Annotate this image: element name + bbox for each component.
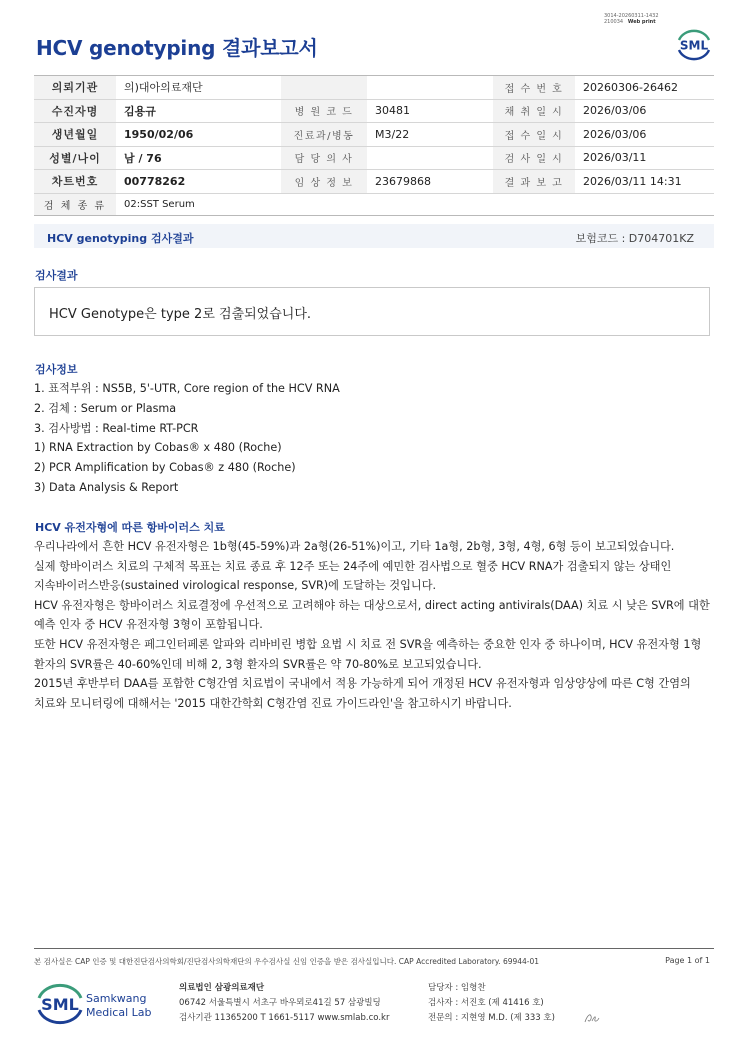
test-info-line: 1. 표적부위 : NS5B, 5'-UTR, Core region of the HCV RNA (34, 382, 340, 395)
info-value (367, 76, 493, 100)
info-label: 결 과 보 고 (493, 170, 575, 194)
result-section-title: HCV genotyping 검사결과 (47, 232, 194, 245)
footer-logo-sml: SML (41, 995, 79, 1014)
info-label: 수진자명 (34, 99, 116, 123)
info-value: 김용규 (116, 99, 281, 123)
page-number: Page 1 of 1 (665, 956, 710, 965)
info-row (34, 146, 714, 170)
info-value: 의)대아의료재단 (116, 76, 281, 100)
test-info-list (34, 379, 340, 498)
info-label: 임 상 정 보 (281, 170, 367, 194)
print-code-line2: 210034 (604, 19, 624, 25)
result-text: HCV Genotype은 type 2로 검출되었습니다. (49, 307, 312, 322)
test-info-line: 3) Data Analysis & Report (34, 480, 179, 494)
treatment-line: 지속바이러스반응(sustained virological response, SVR)에 도달하는 것입니다. (34, 579, 437, 593)
patient-info-table (34, 75, 714, 216)
test-info-heading: 검사정보 (35, 363, 78, 376)
staff-info (428, 981, 555, 1026)
info-value: 00778262 (116, 170, 281, 194)
specimen-label: 검 체 종 류 (34, 193, 116, 215)
treatment-line: 치료와 모니터링에 대해서는 '2015 대한간학회 C형간염 진료 가이드라인'을 참고하시기 바랍니다. (34, 696, 512, 710)
treatment-line: 실제 항바이러스 치료의 구체적 목표는 치료 종료 후 12주 또는 24주에 예민한 검사법으로 혈중 HCV RNA가 검출되지 않는 상태인 (34, 559, 672, 573)
print-code-line1: 3014-20260311-1432 (604, 13, 659, 19)
test-info-line: 2. 검체 : Serum or Plasma (34, 401, 177, 415)
info-value: M3/22 (367, 123, 493, 147)
staff-line: 검사자 : 서진호 (제 41416 호) (428, 998, 544, 1008)
info-label: 의뢰기관 (34, 76, 116, 100)
treatment-text (34, 537, 710, 713)
info-value: 남 / 76 (116, 146, 281, 170)
footer-logo-line1: Samkwang (86, 992, 147, 1005)
info-row (34, 170, 714, 194)
result-heading: 검사결과 (35, 269, 78, 282)
treatment-line: 환자의 SVR률은 40-60%인데 비해 2, 3형 환자의 SVR률은 약 70-80%로 보고되었습니다. (34, 657, 482, 671)
samkwang-logo-icon (36, 980, 166, 1028)
web-print-label: Web print (627, 19, 656, 25)
page-title: HCV genotyping 결과보고서 (36, 36, 318, 60)
treatment-heading: HCV 유전자형에 따른 항바이러스 치료 (35, 521, 225, 534)
info-value: 30481 (367, 99, 493, 123)
print-code (604, 13, 659, 25)
treatment-line: 2015년 후반부터 DAA를 포함한 C형간염 치료법이 국내에서 적용 가능하게 되어 개정된 HCV 유전자형과 임상양상에 따른 C형 간염의 (34, 677, 691, 691)
info-label: 차트번호 (34, 170, 116, 194)
treatment-line: HCV 유전자형은 항바이러스 치료결정에 우선적으로 고려해야 하는 대상으로서, direct acting antivirals(DAA) 치료 시 낮은 SVR에 대한 (34, 598, 710, 612)
staff-line: 담당자 : 임형찬 (428, 983, 486, 993)
info-value: 1950/02/06 (116, 123, 281, 147)
treatment-line: 또한 HCV 유전자형은 페그인터페론 알파와 리바비린 병합 요법 시 치료 전 SVR을 예측하는 중요한 인자 중 하나이며, HCV 유전자형 1형 (34, 637, 702, 651)
info-label: 생년월일 (34, 123, 116, 147)
info-row (34, 76, 714, 100)
accreditation-note: 본 검사실은 CAP 인증 및 대한진단검사의학회/진단검사의학재단의 우수검사실 신임 인증을 받은 검사실입니다. CAP Accredited Laboratory. 69944-01 (34, 957, 540, 966)
treatment-line: 우리나라에서 흔한 HCV 유전자형은 1b형(45-59%)과 2a형(26-51%)이고, 기타 1a형, 2b형, 3형, 4형, 6형 등이 보고되었습니다. (34, 540, 675, 553)
info-value: 23679868 (367, 170, 493, 194)
footer-divider (34, 948, 714, 949)
info-label: 진료과/병동 (281, 123, 367, 147)
info-value: 2026/03/06 (575, 123, 714, 147)
specimen-value: 02:SST Serum (116, 193, 714, 215)
info-row (34, 99, 714, 123)
info-label: 병 원 코 드 (281, 99, 367, 123)
result-box (34, 287, 710, 336)
info-value: 20260306-26462 (575, 76, 714, 100)
info-label: 담 당 의 사 (281, 146, 367, 170)
info-value: 2026/03/11 (575, 146, 714, 170)
insurance-code: 보험코드 : D704701KZ (575, 232, 694, 245)
info-row (34, 123, 714, 147)
specimen-row (34, 193, 714, 215)
result-section-bar (34, 224, 714, 248)
info-label: 채 취 일 시 (493, 99, 575, 123)
info-label: 성별/나이 (34, 146, 116, 170)
treatment-line: 예측 인자 중 HCV 유전자형 3형이 포함됩니다. (34, 618, 263, 632)
info-value (367, 146, 493, 170)
org-address: 06742 서울특별시 서초구 바우뫼로41길 57 삼광빌딩 (179, 998, 381, 1008)
sml-logo-text: SML (679, 38, 709, 53)
test-info-line: 1) RNA Extraction by Cobas® x 480 (Roche) (34, 441, 282, 455)
info-value: 2026/03/11 14:31 (575, 170, 714, 194)
organization-info (179, 981, 389, 1026)
info-label: 접 수 번 호 (493, 76, 575, 100)
info-label: 검 사 일 시 (493, 146, 575, 170)
test-info-line: 3. 검사방법 : Real-time RT-PCR (34, 421, 199, 435)
info-label (281, 76, 367, 100)
info-label: 접 수 일 시 (493, 123, 575, 147)
sml-logo-icon (674, 26, 714, 64)
staff-line: 전문의 : 지현영 M.D. (제 333 호) (428, 1013, 555, 1023)
org-contact: 검사기관 11365200 T 1661-5117 www.smlab.co.kr (179, 1013, 390, 1023)
info-value: 2026/03/06 (575, 99, 714, 123)
signature-icon (583, 1010, 601, 1026)
footer-logo-line2: Medical Lab (86, 1006, 152, 1019)
test-info-line: 2) PCR Amplification by Cobas® z 480 (Roche) (34, 461, 296, 475)
org-name: 의료법인 삼광의료재단 (179, 983, 265, 993)
